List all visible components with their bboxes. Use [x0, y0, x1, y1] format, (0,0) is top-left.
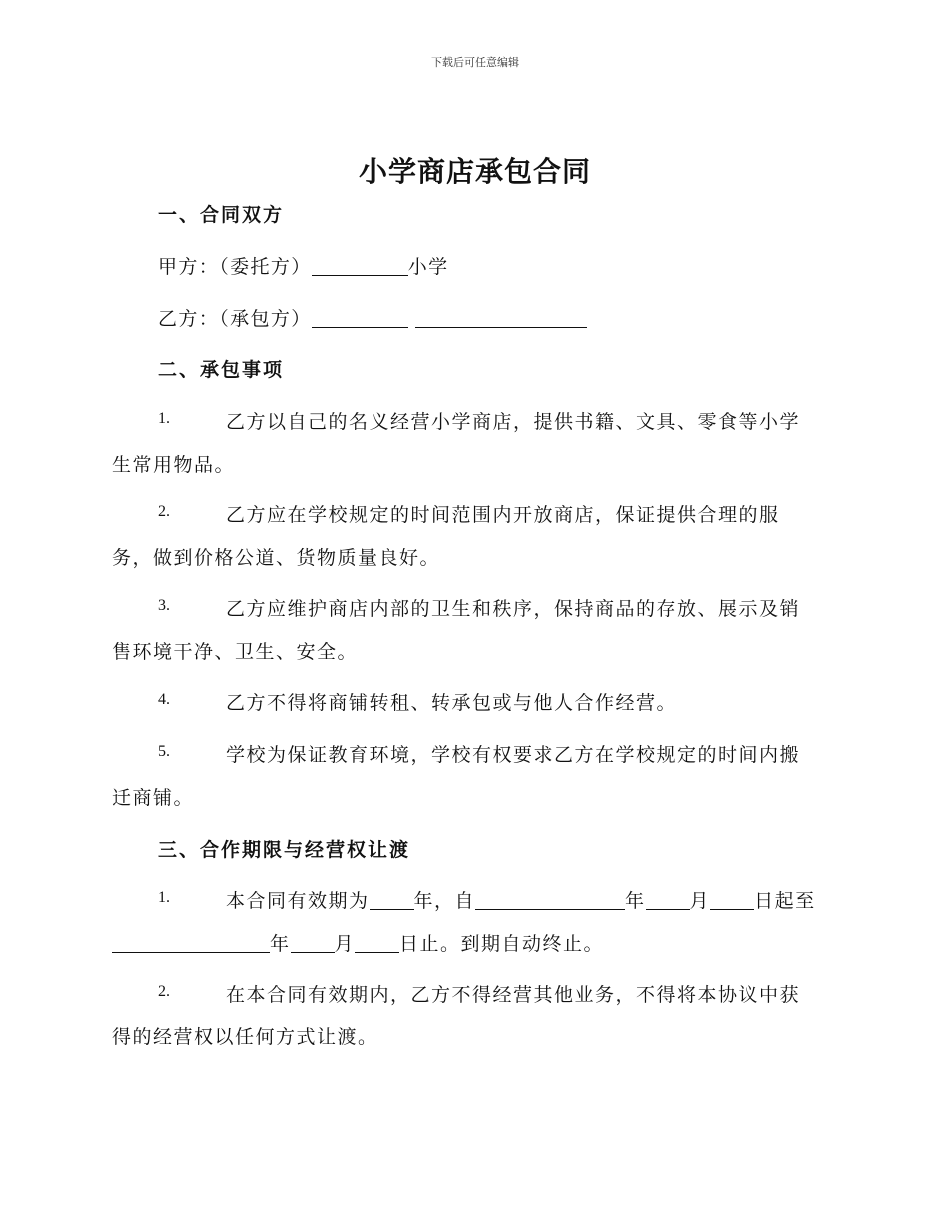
item-2-5-line1: 学校为保证教育环境，学校有权要求乙方在学校规定的时间内搬 [226, 744, 801, 766]
item-3-2-line2: 得的经营权以任何方式让渡。 [112, 1026, 379, 1048]
section3-heading: 三、合作期限与经营权让渡 [158, 839, 411, 861]
party-a-blank [312, 257, 408, 276]
item-3-1-line2 [112, 929, 604, 956]
item-2-3-line2: 售环境干净、卫生、安全。 [112, 641, 359, 663]
header-note: 下载后可任意编辑 [431, 56, 519, 69]
item-2-1-line1: 乙方以自己的名义经营小学商店，提供书籍、文具、零食等小学 [226, 411, 801, 433]
start-month-blank [646, 891, 690, 910]
item-2-4-line1: 乙方不得将商铺转租、转承包或与他人合作经营。 [226, 692, 678, 714]
term-text-2: 年，自 [413, 890, 476, 912]
section2-heading: 二、承包事项 [158, 359, 285, 381]
start-year-blank [475, 891, 625, 910]
party-b-line [158, 304, 878, 331]
section1-heading: 一、合同双方 [158, 204, 285, 226]
item-2-2-line1: 乙方应在学校规定的时间范围内开放商店，保证提供合理的服 [226, 504, 780, 526]
term-years-blank [370, 891, 414, 910]
item-3-1-line1 [226, 886, 836, 913]
end-year-blank [112, 934, 270, 953]
party-b-blank-2 [415, 309, 587, 328]
party-b-blank-1 [312, 309, 408, 328]
party-a-suffix: 小学 [407, 256, 449, 278]
item-2-3-number: 3. [158, 597, 170, 614]
end-month-blank [291, 934, 335, 953]
item-3-2-line1: 在本合同有效期内，乙方不得经营其他业务，不得将本协议中获 [226, 984, 801, 1006]
term-text-4: 月 [689, 890, 711, 912]
document-title: 小学商店承包合同 [358, 155, 591, 188]
item-2-2-number: 2. [158, 503, 170, 520]
start-day-blank [710, 891, 754, 910]
item-2-5-number: 5. [158, 743, 170, 760]
item-3-2-number: 2. [158, 983, 170, 1000]
term-text-1: 本合同有效期为 [226, 890, 370, 912]
term-text-7: 月 [334, 933, 356, 955]
term-text-8: 日止。到期自动终止。 [399, 933, 605, 955]
party-a-label: 甲方：（委托方） [158, 256, 312, 278]
item-2-1-number: 1. [158, 410, 170, 427]
item-2-3-line1: 乙方应维护商店内部的卫生和秩序，保持商品的存放、展示及销 [226, 598, 801, 620]
item-2-2-line2: 务，做到价格公道、货物质量良好。 [112, 547, 441, 569]
term-text-6: 年 [270, 933, 291, 955]
term-text-3: 年 [625, 890, 646, 912]
term-text-5: 日起至 [754, 890, 816, 912]
item-3-1-number: 1. [158, 889, 170, 906]
party-a-line [158, 252, 878, 279]
item-2-4-number: 4. [158, 691, 170, 708]
party-b-label: 乙方：（承包方） [158, 308, 312, 330]
item-2-1-line2: 生常用物品。 [112, 454, 236, 476]
item-2-5-line2: 迁商铺。 [112, 787, 195, 809]
end-day-blank [355, 934, 399, 953]
